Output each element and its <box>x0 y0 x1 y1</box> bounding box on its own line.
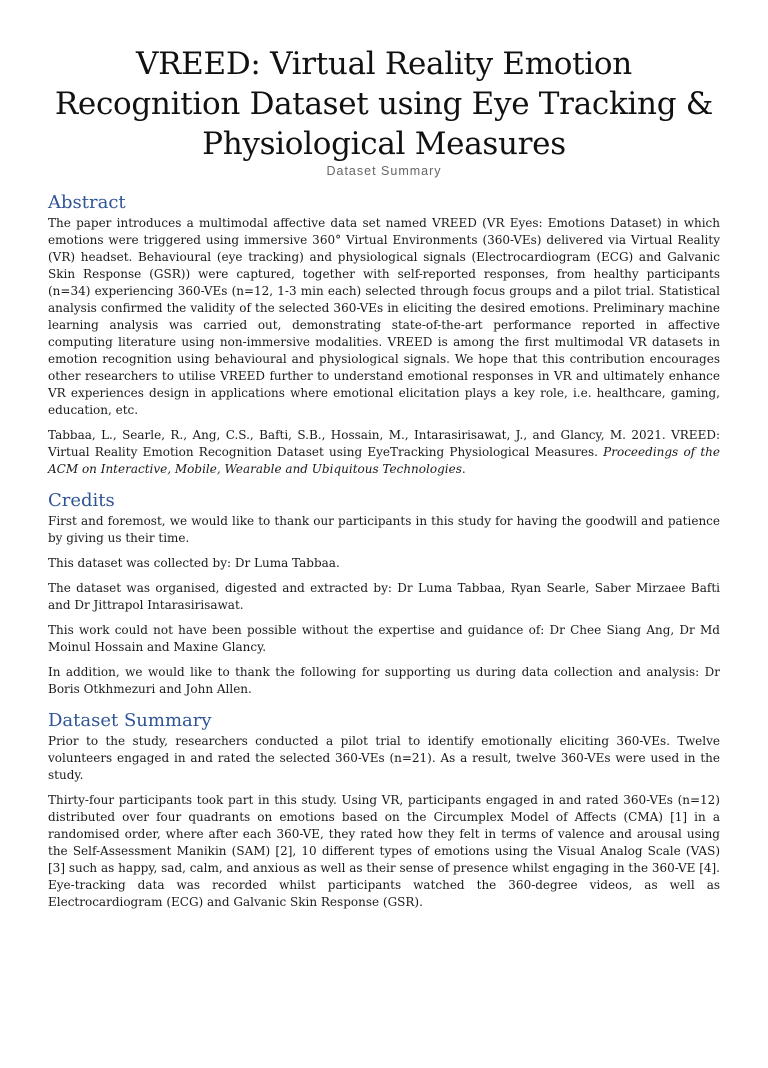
credits-heading: Credits <box>48 490 115 511</box>
citation-end: . <box>461 462 466 476</box>
dataset-summary-paragraph: Prior to the study, researchers conducted a pilot trial to identify emotionally eliciting 360-VEs. Twelve volunteers engaged in and rated the selected 360-VEs (n=21). As a result, twelve 360-VEs were used in the study. <box>48 734 720 782</box>
dataset-summary-heading: Dataset Summary <box>48 710 212 731</box>
citation-authors: Tabbaa, L., Searle, R., Ang, C.S., Bafti, S.B., Hossain, M., Intarasirisawat, J., and Glancy, M. 2021. VREED: Virtual Reality Emotion Recognition Dataset using EyeTracking Physiological Measures. <box>48 428 720 459</box>
dataset-summary-section <box>48 710 720 911</box>
credits-paragraph: The dataset was organised, digested and extracted by: Dr Luma Tabbaa, Ryan Searle, Saber Mirzaee Bafti and Dr Jittrapol Intarasirisawat. <box>48 581 720 612</box>
credits-paragraph: This dataset was collected by: Dr Luma Tabbaa. <box>48 556 340 570</box>
abstract-body: The paper introduces a multimodal affective data set named VREED (VR Eyes: Emotions Dataset) in which emotions were triggered using immersive 360° Virtual Environments (360-VEs) delivered via Virtual Reality (VR) headset. Behavioural (eye tracking) and physiological signals (Electrocardiogram (ECG) and Galvanic Skin Response (GSR)) were captured, together with self-reported responses, from healthy participants (n=34) experiencing 360-VEs (n=12, 1-3 min each) selected through focus groups and a pilot trial. Statistical analysis confirmed the validity of the selected 360-VEs in eliciting the desired emotions. Preliminary machine learning analysis was carried out, demonstrating state-of-the-art performance reported in affective computing literature using non-immersive modalities. VREED is among the first multimodal VR datasets in emotion recognition using behavioural and physiological signals. We hope that this contribution encourages other researchers to utilise VREED further to understand emotional responses in VR and ultimately enhance VR experiences design in applications where emotional elicitation plays a key role, i.e. healthcare, gaming, education, etc. <box>48 216 720 417</box>
credits-section <box>48 490 720 698</box>
document-page <box>0 44 768 1068</box>
citation <box>48 427 720 478</box>
credits-paragraph: First and foremost, we would like to thank our participants in this study for having the goodwill and patience by giving us their time. <box>48 514 720 545</box>
credits-paragraph: This work could not have been possible without the expertise and guidance of: Dr Chee Siang Ang, Dr Md Moinul Hossain and Maxine Glancy. <box>48 623 720 654</box>
credits-paragraph: In addition, we would like to thank the following for supporting us during data collection and analysis: Dr Boris Otkhmezuri and John Allen. <box>48 665 720 696</box>
abstract-section <box>48 192 720 478</box>
citation-venue: Proceedings of the ACM on Interactive, Mobile, Wearable and Ubiquitous Technologies <box>48 445 720 476</box>
document-subtitle: Dataset Summary <box>326 164 442 178</box>
abstract-heading: Abstract <box>48 192 126 213</box>
document-title: VREED: Virtual Reality Emotion Recognition Dataset using Eye Tracking & Physiological Measures <box>54 46 714 162</box>
dataset-summary-paragraph: Thirty-four participants took part in this study. Using VR, participants engaged in and rated 360-VEs (n=12) distributed over four quadrants on emotions based on the Circumplex Model of Affects (CMA) [1] in a randomised order, where after each 360-VE, they rated how they felt in terms of valence and arousal using the Self-Assessment Manikin (SAM) [2], 10 different types of emotions using the Visual Analog Scale (VAS) [3] such as happy, sad, calm, and anxious as well as their sense of presence whilst engaging in the 360-VE [4]. Eye-tracking data was recorded whilst participants watched the 360-degree videos, as well as Electrocardiogram (ECG) and Galvanic Skin Response (GSR). <box>48 793 720 909</box>
